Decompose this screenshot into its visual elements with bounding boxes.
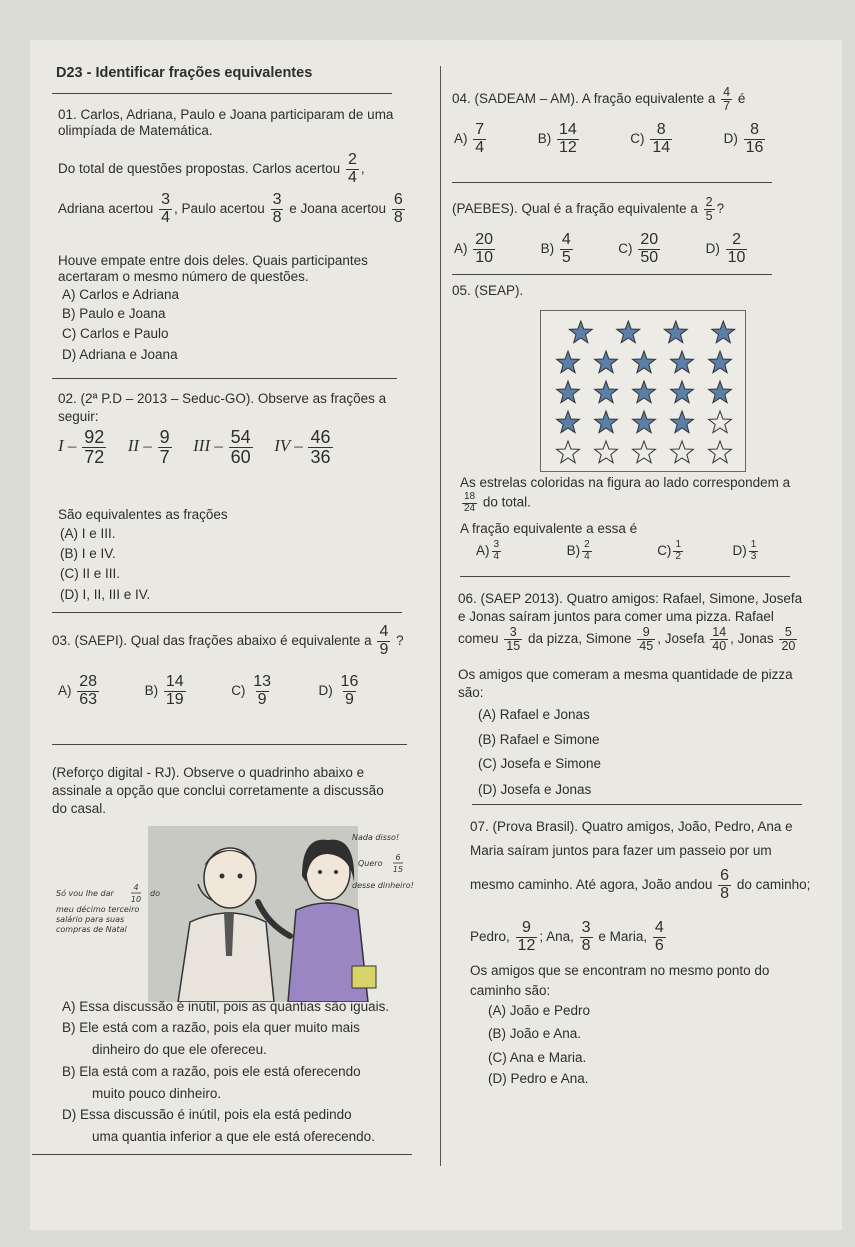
- filled-star-icon: [664, 321, 687, 343]
- q1-option-c[interactable]: C) Carlos e Paulo: [62, 326, 169, 341]
- separator-r2: [452, 274, 772, 275]
- q6-frac-rafael: $\frac{3}{15}$: [506, 625, 521, 654]
- q1-frac-joana: $\frac{6}{8}$: [393, 191, 403, 226]
- filled-star-icon: [595, 381, 618, 403]
- filled-star-icon: [633, 411, 656, 433]
- empty-star-icon: [557, 441, 580, 463]
- q6-frac-josefa: $\frac{14}{40}$: [712, 625, 727, 654]
- filled-star-icon: [633, 381, 656, 403]
- svg-text:compras de Natal: compras de Natal: [56, 925, 127, 934]
- q2-frac-3: $\frac{54}{60}$: [230, 427, 251, 467]
- q2-option-a[interactable]: (A) I e III.: [60, 526, 116, 541]
- q7-line6: caminho são:: [470, 983, 551, 998]
- q6-option-d[interactable]: (D) Josefa e Jonas: [478, 782, 592, 797]
- reforco-line3: do casal.: [52, 801, 107, 816]
- q5-options: [476, 540, 760, 562]
- filled-star-icon: [569, 321, 592, 343]
- q3-option-b[interactable]: B) $\frac{14}{19}$: [144, 673, 184, 708]
- paebes-option-a[interactable]: A) $\frac{20}{10}$: [454, 231, 494, 266]
- q3-option-d[interactable]: D) $\frac{16}{9}$: [318, 673, 359, 708]
- empty-star-icon: [595, 441, 618, 463]
- empty-star-icon: [709, 411, 732, 433]
- svg-text:6: 6: [395, 853, 401, 862]
- q1-joana-text: e Joana acertou: [289, 200, 387, 216]
- q1-option-d[interactable]: D) Adriana e Joana: [62, 347, 178, 362]
- q5-title: 05. (SEAP).: [452, 283, 524, 298]
- q7-option-c[interactable]: (C) Ana e Maria.: [488, 1050, 587, 1065]
- q5-line2-text: do total.: [482, 494, 531, 510]
- separator-r3: [460, 576, 790, 577]
- svg-text:meu décimo terceiro: meu décimo terceiro: [56, 905, 140, 914]
- q7-frac-joao: $\frac{6}{8}$: [720, 867, 730, 902]
- q7-line2: Maria saíram juntos para fazer um passeio por um: [470, 843, 772, 858]
- q5-line2: [460, 492, 531, 514]
- reforco-option-b[interactable]: B) Ele está com a razão, pois ela quer muito mais: [62, 1020, 360, 1035]
- filled-star-icon: [557, 381, 580, 403]
- q7-frac-maria: $\frac{4}{6}$: [654, 919, 664, 954]
- q5-frac: $\frac{18}{24}$: [464, 491, 476, 514]
- q2-roman-3: III –: [193, 435, 223, 455]
- filled-star-icon: [671, 411, 694, 433]
- woman-speech-bubble: [352, 833, 414, 890]
- paebes-options: [454, 232, 749, 267]
- q7-frac-ana: $\frac{3}{8}$: [581, 919, 591, 954]
- q6-line4: Os amigos que comeram a mesma quantidade de pizza: [458, 667, 793, 682]
- filled-star-icon: [671, 381, 694, 403]
- cartoon-illustration: [52, 826, 432, 1002]
- svg-text:4: 4: [133, 883, 139, 892]
- q1-adriana-text: Adriana acertou: [58, 200, 154, 216]
- filled-star-icon: [633, 351, 656, 373]
- filled-star-icon: [709, 381, 732, 403]
- filled-star-icon: [557, 351, 580, 373]
- reforco-option-a[interactable]: A) Essa discussão é inútil, pois as quantias são iguais.: [62, 999, 390, 1014]
- q2-roman-2: II –: [127, 435, 152, 455]
- q2-line1: 02. (2ª P.D – 2013 – Seduc-GO). Observe as frações a: [58, 391, 387, 406]
- q6-frac-simone: $\frac{9}{45}$: [639, 625, 654, 654]
- q1-line1: 01. Carlos, Adriana, Paulo e Joana participaram de uma: [58, 107, 394, 122]
- svg-text:Quero: Quero: [358, 859, 383, 868]
- q6-option-a[interactable]: (A) Rafael e Jonas: [478, 707, 590, 722]
- reforco-option-b2[interactable]: B) Ela está com a razão, pois ele está oferecendo: [62, 1064, 361, 1079]
- filled-star-icon: [595, 351, 618, 373]
- man-speech-bubble: [56, 883, 160, 934]
- paebes-option-b[interactable]: B) $\frac{4}{5}$: [540, 231, 571, 266]
- q4-option-c[interactable]: C) $\frac{8}{14}$: [630, 121, 671, 156]
- q4-option-a[interactable]: A) $\frac{7}{4}$: [454, 121, 485, 156]
- filled-star-icon: [709, 351, 732, 373]
- q2-fractions: [58, 428, 335, 467]
- reforco-line2: assinale a opção que conclui corretamente a discussão: [52, 783, 384, 798]
- q7-option-b[interactable]: (B) João e Ana.: [488, 1026, 582, 1041]
- q1-frac-adriana: $\frac{3}{4}$: [161, 191, 170, 226]
- q3-options: [58, 674, 362, 709]
- svg-text:10: 10: [130, 895, 142, 904]
- q7-line3: mesmo caminho. Até agora, João andou $\frac{6}{8}$ do caminho;: [470, 867, 811, 902]
- q6-frac-jonas: $\frac{5}{20}$: [781, 625, 796, 654]
- q1-option-a[interactable]: A) Carlos e Adriana: [62, 287, 180, 302]
- empty-star-icon: [671, 441, 694, 463]
- q1-frac-carlos: $\frac{2}{4}$: [347, 151, 357, 186]
- q3-target-frac: $\frac{4}{9}$: [379, 623, 389, 658]
- svg-text:desse dinheiro!: desse dinheiro!: [352, 881, 414, 890]
- q1-option-b[interactable]: B) Paulo e Joana: [62, 306, 166, 321]
- separator-r4: [472, 804, 802, 805]
- q7-line4: Pedro, $\frac{9}{12}$ ; Ana, $\frac{3}{8}$ e Maria, $\frac{4}{6}$: [470, 919, 664, 954]
- column-divider: [440, 66, 441, 1166]
- svg-text:15: 15: [392, 865, 404, 874]
- q6-line5: são:: [458, 685, 484, 700]
- q4-question: 04. (SADEAM – AM). A fração equivalente a $\frac{4}{7}$ é: [452, 85, 746, 114]
- reforco-option-b2-cont: muito pouco dinheiro.: [92, 1086, 222, 1101]
- separator-2: [52, 612, 402, 613]
- q2-line2: seguir:: [58, 409, 99, 424]
- q5-line1: As estrelas coloridas na figura ao lado correspondem a: [460, 475, 791, 490]
- q2-option-d[interactable]: (D) I, II, III e IV.: [60, 587, 151, 602]
- q1-line5: Houve empate entre dois deles. Quais participantes: [58, 253, 368, 268]
- q1-paulo-text: , Paulo acertou: [173, 200, 265, 216]
- q4-text: 04. (SADEAM – AM). A fração equivalente a: [452, 91, 716, 107]
- q7-option-d[interactable]: (D) Pedro e Ana.: [488, 1071, 589, 1086]
- empty-star-icon: [633, 441, 656, 463]
- reforco-option-d-cont: uma quantia inferior a que ele está oferecendo.: [92, 1129, 375, 1144]
- q3-option-a[interactable]: A) $\frac{28}{63}$: [58, 673, 98, 708]
- q1-frac-paulo: $\frac{3}{8}$: [272, 191, 282, 226]
- empty-star-icon: [709, 441, 732, 463]
- q2-roman-1: I –: [58, 435, 77, 455]
- q1-line6: acertaram o mesmo número de questões.: [58, 269, 309, 284]
- separator-3: [52, 744, 407, 745]
- q7-line1: 07. (Prova Brasil). Quatro amigos, João, Pedro, Ana e: [470, 819, 793, 834]
- q5-option-b[interactable]: B) $\frac{2}{4}$: [566, 539, 590, 562]
- separator-r1: [452, 182, 772, 183]
- title-underline: [52, 93, 392, 94]
- q7-option-a[interactable]: (A) João e Pedro: [488, 1003, 591, 1018]
- q2-frac-4: $\frac{46}{36}$: [310, 427, 331, 467]
- q2-frac-2: $\frac{9}{7}$: [159, 427, 170, 467]
- q3-text: 03. (SAEPI). Qual das frações abaixo é equivalente a: [52, 632, 372, 648]
- filled-star-icon: [671, 351, 694, 373]
- filled-star-icon: [617, 321, 640, 343]
- q1-line3: Do total de questões propostas. Carlos acertou $\frac{2}{4}$ ,: [58, 151, 365, 186]
- q1-line2: olimpíada de Matemática.: [58, 123, 213, 138]
- paebes-text: (PAEBES). Qual é a fração equivalente a: [452, 201, 698, 217]
- q7-frac-pedro: $\frac{9}{12}$: [517, 919, 536, 954]
- q4-option-d[interactable]: D) $\frac{8}{16}$: [723, 121, 764, 156]
- stars-figure: [540, 310, 746, 472]
- q1-line4: [58, 192, 407, 227]
- q5-option-a[interactable]: A) $\frac{3}{4}$: [476, 539, 500, 562]
- q5-option-d[interactable]: D) $\frac{1}{3}$: [732, 539, 757, 562]
- q2-roman-4: IV –: [274, 435, 303, 455]
- q6-line1: 06. (SAEP 2013). Quatro amigos: Rafael, Simone, Josefa: [458, 591, 803, 606]
- filled-star-icon: [557, 411, 580, 433]
- paebes-option-d[interactable]: D) $\frac{2}{10}$: [705, 231, 746, 266]
- paebes-question: (PAEBES). Qual é a fração equivalente a $\frac{2}{5}$ ?: [452, 195, 725, 224]
- reforco-option-d[interactable]: D) Essa discussão é inútil, pois ela está pedindo: [62, 1107, 352, 1122]
- q5-line3: A fração equivalente a essa é: [460, 521, 638, 536]
- filled-star-icon: [712, 321, 735, 343]
- stars-svg: [541, 311, 745, 471]
- paebes-target-frac: $\frac{2}{5}$: [705, 195, 713, 224]
- q2-prompt: São equivalentes as frações: [58, 507, 228, 522]
- separator-1: [52, 378, 397, 379]
- q6-line3: comeu $\frac{3}{15}$ da pizza, Simone $\frac{9}{45}$ , Josefa $\frac{14}{40}$ , Jonas $\frac{5}{20}$: [458, 625, 796, 654]
- q5-option-c[interactable]: C) $\frac{1}{2}$: [657, 539, 681, 562]
- q4-target-frac: $\frac{4}{7}$: [723, 85, 731, 114]
- q4-option-b[interactable]: B) $\frac{14}{12}$: [537, 121, 577, 156]
- q3-question: 03. (SAEPI). Qual das frações abaixo é equivalente a $\frac{4}{9}$ ?: [52, 623, 404, 658]
- paebes-option-c[interactable]: C) $\frac{20}{50}$: [618, 231, 659, 266]
- q7-line5: Os amigos que se encontram no mesmo ponto do: [470, 963, 770, 978]
- svg-text:Só vou lhe dar: Só vou lhe dar: [56, 889, 114, 898]
- bottom-rule: [32, 1154, 412, 1155]
- q3-option-c[interactable]: C) $\frac{13}{9}$: [231, 673, 271, 708]
- svg-text:salário para suas: salário para suas: [56, 915, 125, 924]
- q2-option-c[interactable]: (C) II e III.: [60, 566, 121, 581]
- svg-text:do: do: [150, 889, 160, 898]
- q2-option-b[interactable]: (B) I e IV.: [60, 546, 116, 561]
- svg-text:Nada disso!: Nada disso!: [352, 833, 400, 842]
- q6-option-c[interactable]: (C) Josefa e Simone: [478, 756, 602, 771]
- q4-options: [454, 122, 767, 157]
- reforco-line1: (Reforço digital - RJ). Observe o quadrinho abaixo e: [52, 765, 365, 780]
- q6-line2: e Jonas saíram juntos para comer uma pizza. Rafael: [458, 609, 774, 624]
- page-title: D23 - Identificar frações equivalentes: [56, 65, 313, 81]
- filled-star-icon: [595, 411, 618, 433]
- q2-frac-1: $\frac{92}{72}$: [84, 427, 105, 467]
- q6-option-b[interactable]: (B) Rafael e Simone: [478, 732, 600, 747]
- reforco-option-b-cont: dinheiro do que ele ofereceu.: [92, 1042, 267, 1057]
- q1-carlos-text: Do total de questões propostas. Carlos acertou: [58, 160, 341, 176]
